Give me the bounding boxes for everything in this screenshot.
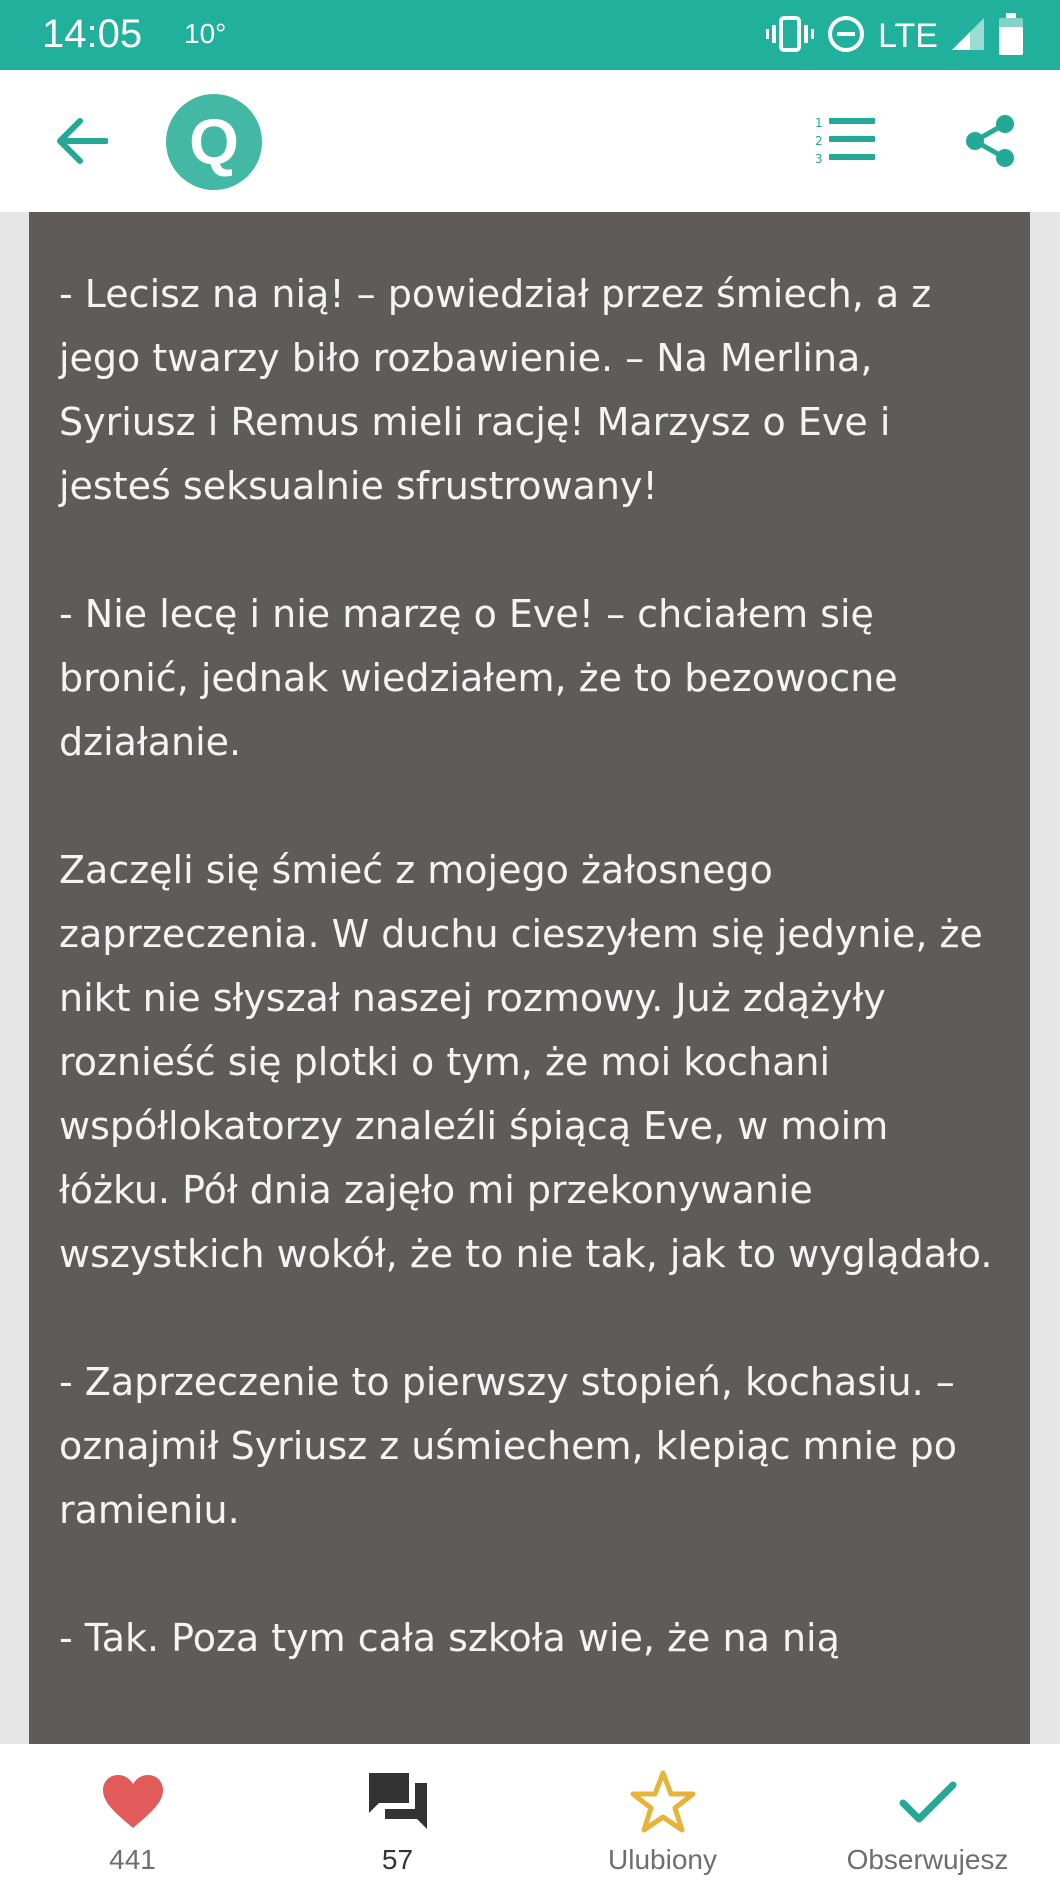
favorite-label: Ulubiony — [608, 1844, 717, 1875]
status-temperature: 10° — [184, 18, 227, 49]
network-type: LTE — [878, 16, 938, 55]
checkmark-icon — [899, 1768, 957, 1836]
back-button[interactable] — [48, 110, 114, 176]
chapter-text — [59, 262, 1009, 1734]
chat-icon — [367, 1768, 429, 1836]
table-of-contents-button[interactable] — [814, 112, 878, 172]
share-button[interactable] — [962, 114, 1018, 172]
app-logo[interactable] — [166, 94, 262, 190]
numbered-list-icon — [815, 114, 877, 170]
do-not-disturb-icon — [826, 14, 866, 58]
comments-button[interactable] — [265, 1744, 530, 1884]
status-indicators — [766, 14, 1024, 58]
share-icon — [965, 114, 1015, 172]
arrow-left-icon — [54, 117, 108, 169]
battery-icon — [998, 13, 1024, 59]
like-button[interactable] — [0, 1744, 265, 1884]
svg-text:3: 3 — [815, 152, 823, 166]
like-count: 441 — [109, 1844, 156, 1875]
status-bar — [0, 0, 1060, 70]
follow-button[interactable] — [795, 1744, 1060, 1884]
paragraph: Zaczęli się śmieć z mojego żałosnego zaprzeczenia. W duchu cieszyłem się jedynie, że nikt nie słyszał naszej rozmowy. Już zdążyły roznieść się plotki o tym, że moi kochani współlokatorzy znaleźli śpiącą Eve, w moim łóżku. Pół dnia zajęło mi przekonywanie wszystkich wokół, że to nie tak, jak to wyglądało. — [59, 848, 993, 1276]
follow-label: Obserwujesz — [846, 1844, 1009, 1875]
paragraph: - Tak. Poza tym cała szkoła wie, że na nią — [59, 1616, 840, 1660]
vibrate-icon — [766, 14, 814, 58]
paragraph: - Nie lecę i nie marzę o Eve! – chciałem się bronić, jednak wiedziałem, że to bezowocne działanie. — [59, 592, 898, 764]
chapter-reader[interactable] — [29, 212, 1030, 1744]
heart-icon — [102, 1768, 164, 1836]
paragraph: - Zaprzeczenie to pierwszy stopień, kochasiu. – oznajmił Syriusz z uśmiechem, klepiąc mnie po ramieniu. — [59, 1360, 958, 1532]
favorite-button[interactable] — [530, 1744, 795, 1884]
signal-icon — [950, 16, 986, 56]
bottom-action-bar — [0, 1744, 1060, 1884]
comment-count: 57 — [381, 1844, 414, 1875]
star-outline-icon — [629, 1768, 697, 1836]
svg-text:2: 2 — [815, 134, 823, 148]
svg-text:1: 1 — [815, 116, 823, 130]
logo-letter: Q — [189, 106, 239, 178]
paragraph: - Lecisz na nią! – powiedział przez śmiech, a z jego twarzy biło rozbawienie. – Na Merlina, Syriusz i Remus mieli rację! Marzysz o Eve i jesteś seksualnie sfrustrowany! — [59, 272, 932, 508]
app-toolbar — [0, 70, 1060, 212]
status-time: 14:05 — [42, 12, 143, 56]
